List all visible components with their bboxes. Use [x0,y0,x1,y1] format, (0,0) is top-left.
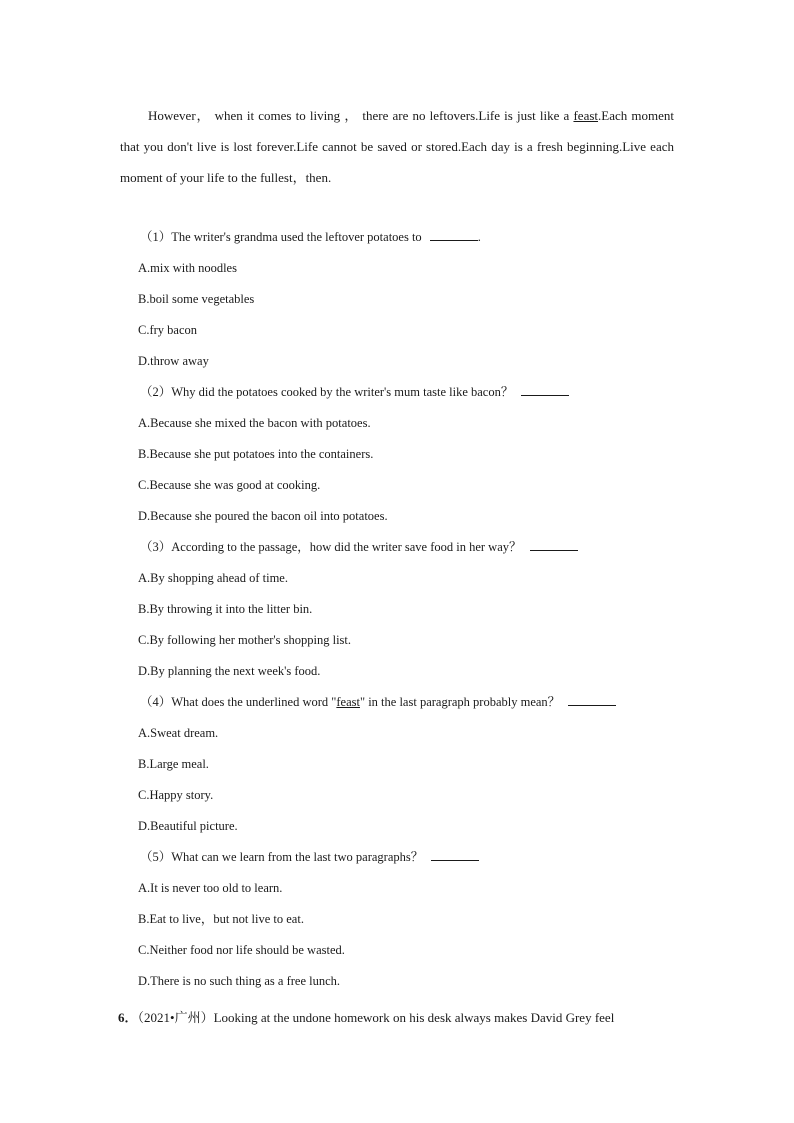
next-question-start [118,1002,678,1033]
question-5-stem: （5）What can we learn from the last two paragraphs？ [138,842,698,873]
question-3-option-a: A.By shopping ahead of time. [138,571,288,585]
question-4-option-a: A.Sweat dream. [138,726,219,740]
question-5-option-c: C.Neither food nor life should be wasted. [138,943,345,957]
question-5-option-b: B.Eat to live，but not live to eat. [138,912,304,926]
question-5-option-a: A.It is never too old to learn. [138,881,283,895]
passage-text-after: .Each moment that you don't live is lost forever.Life cannot be saved or stored.Each day is a fresh beginning.Live each moment of your life to the fullest，then. [120,108,674,185]
answer-blank [568,694,616,706]
question-2-stem: （2）Why did the potatoes cooked by the writer's mum taste like bacon？ [138,377,698,408]
question-4-stem: （4）What does the underlined word "feast" in the last paragraph probably mean？ [138,687,698,718]
question-3-option-c: C.By following her mother's shopping list. [138,633,352,647]
question-4-option-b: B.Large meal. [138,757,209,771]
question-2-option-a: A.Because she mixed the bacon with potatoes. [138,416,371,430]
passage-paragraph [120,100,674,193]
question-number: 6． [118,1010,138,1025]
answer-blank [431,849,479,861]
answer-blank [521,384,569,396]
question-1-stem: （1）The writer's grandma used the leftover potatoes to . [140,230,481,244]
answer-blank [430,229,478,241]
question-2-option-b: B.Because she put potatoes into the containers. [138,447,374,461]
underlined-word: feast [573,108,599,123]
question-2-option-d: D.Because she poured the bacon oil into potatoes. [138,509,388,523]
passage-text-before: However， when it comes to living ， there are no leftovers.Life is just like a [148,108,574,123]
question-3-stem: （3）According to the passage，how did the writer save food in her way？ [138,532,698,563]
question-1-option-b: B.boil some vegetables [138,292,255,306]
question-4-option-c: C.Happy story. [138,788,214,802]
question-2-option-c: C.Because she was good at cooking. [138,478,321,492]
question-5-option-d: D.There is no such thing as a free lunch. [138,974,341,988]
question-1-option-c: C.fry bacon [138,323,198,337]
question-1-option-a: A.mix with noodles [138,261,237,275]
question-4-option-d: D.Beautiful picture. [138,819,238,833]
question-1-option-d: D.throw away [138,354,209,368]
underlined-word: feast [336,695,360,709]
question-list [138,222,698,997]
question-3-option-b: B.By throwing it into the litter bin. [138,602,313,616]
next-question-text: （2021•广州）Looking at the undone homework on his desk always makes David Grey feel [137,1010,615,1025]
question-3-option-d: D.By planning the next week's food. [138,664,321,678]
answer-blank [530,539,578,551]
